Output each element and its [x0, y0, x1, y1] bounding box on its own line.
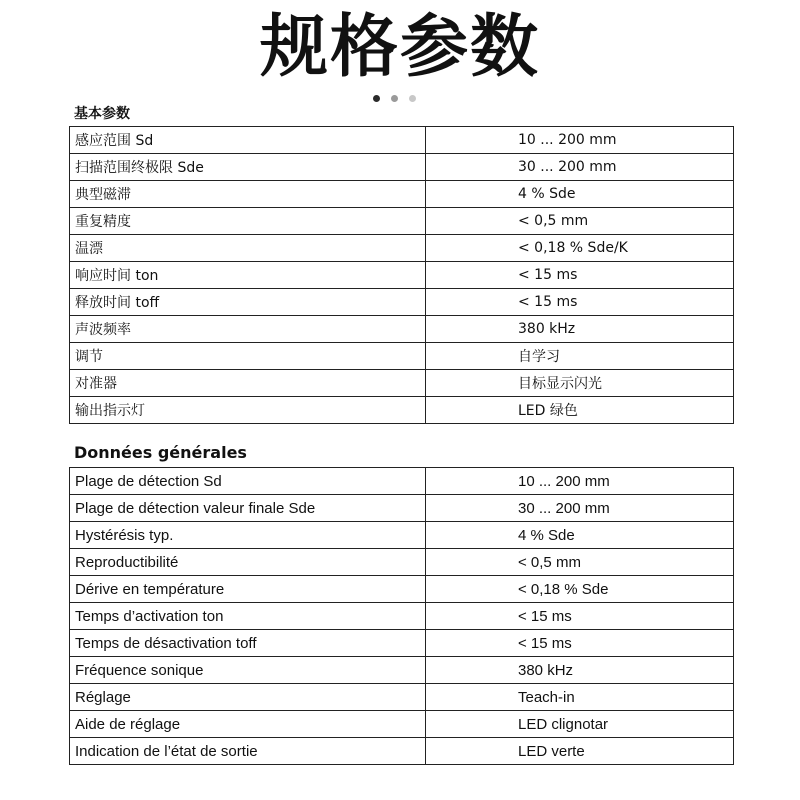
row-value: < 0,18 % Sde/K	[426, 235, 734, 262]
row-value: LED 绿色	[426, 397, 734, 424]
row-value: 30 ... 200 mm	[426, 154, 734, 181]
row-label: 对准器	[70, 370, 426, 397]
row-label: Réglage	[70, 684, 426, 711]
row-label: Reproductibilité	[70, 549, 426, 576]
row-label: 响应时间 ton	[70, 262, 426, 289]
row-value: 10 ... 200 mm	[426, 468, 734, 495]
row-value: 30 ... 200 mm	[426, 495, 734, 522]
row-value: < 15 ms	[426, 630, 734, 657]
section-heading-basic-parameters: 基本参数	[74, 106, 130, 122]
row-value: LED clignotar	[426, 711, 734, 738]
table-row	[70, 576, 734, 603]
table-row	[70, 711, 734, 738]
row-label: Temps d’activation ton	[70, 603, 426, 630]
row-label: 调节	[70, 343, 426, 370]
table-row	[70, 657, 734, 684]
table-row	[70, 630, 734, 657]
row-value: 380 kHz	[426, 316, 734, 343]
row-label: 释放时间 toff	[70, 289, 426, 316]
table-row	[70, 603, 734, 630]
row-value: < 15 ms	[426, 262, 734, 289]
row-label: Plage de détection valeur finale Sde	[70, 495, 426, 522]
row-value: < 15 ms	[426, 603, 734, 630]
table-row	[70, 316, 734, 343]
table-row	[70, 127, 734, 154]
table-row	[70, 235, 734, 262]
table-row	[70, 208, 734, 235]
table-row	[70, 370, 734, 397]
row-label: 重复精度	[70, 208, 426, 235]
table-row	[70, 154, 734, 181]
row-value: < 0,5 mm	[426, 549, 734, 576]
row-value: 4 % Sde	[426, 181, 734, 208]
row-label: 典型磁滞	[70, 181, 426, 208]
row-value: 自学习	[426, 343, 734, 370]
row-value: 目标显示闪光	[426, 370, 734, 397]
row-value: LED verte	[426, 738, 734, 765]
row-value: 380 kHz	[426, 657, 734, 684]
carousel-dot[interactable]	[409, 95, 416, 102]
table-row	[70, 738, 734, 765]
row-label: Temps de désactivation toff	[70, 630, 426, 657]
row-label: Fréquence sonique	[70, 657, 426, 684]
row-label: 输出指示灯	[70, 397, 426, 424]
table-row	[70, 343, 734, 370]
row-label: Indication de l’état de sortie	[70, 738, 426, 765]
row-value: < 15 ms	[426, 289, 734, 316]
row-value: 4 % Sde	[426, 522, 734, 549]
row-label: Plage de détection Sd	[70, 468, 426, 495]
carousel-dots	[373, 95, 416, 102]
table-row	[70, 262, 734, 289]
table-row	[70, 397, 734, 424]
table-row	[70, 522, 734, 549]
row-value: < 0,5 mm	[426, 208, 734, 235]
row-label: 温漂	[70, 235, 426, 262]
row-label: Hystérésis typ.	[70, 522, 426, 549]
table-row	[70, 684, 734, 711]
spec-table-chinese	[69, 126, 734, 424]
table-row	[70, 468, 734, 495]
table-row	[70, 181, 734, 208]
carousel-dot[interactable]	[391, 95, 398, 102]
table-row	[70, 495, 734, 522]
spec-table-french	[69, 467, 734, 765]
page-title: 规格参数	[259, 8, 540, 87]
row-label: 扫描范围终极限 Sde	[70, 154, 426, 181]
row-label: Dérive en température	[70, 576, 426, 603]
row-value: < 0,18 % Sde	[426, 576, 734, 603]
row-label: 声波频率	[70, 316, 426, 343]
section-heading-general-data: Données générales	[74, 443, 247, 462]
table-row	[70, 289, 734, 316]
carousel-dot[interactable]	[373, 95, 380, 102]
row-label: 感应范围 Sd	[70, 127, 426, 154]
table-row	[70, 549, 734, 576]
row-value: Teach-in	[426, 684, 734, 711]
row-label: Aide de réglage	[70, 711, 426, 738]
row-value: 10 ... 200 mm	[426, 127, 734, 154]
